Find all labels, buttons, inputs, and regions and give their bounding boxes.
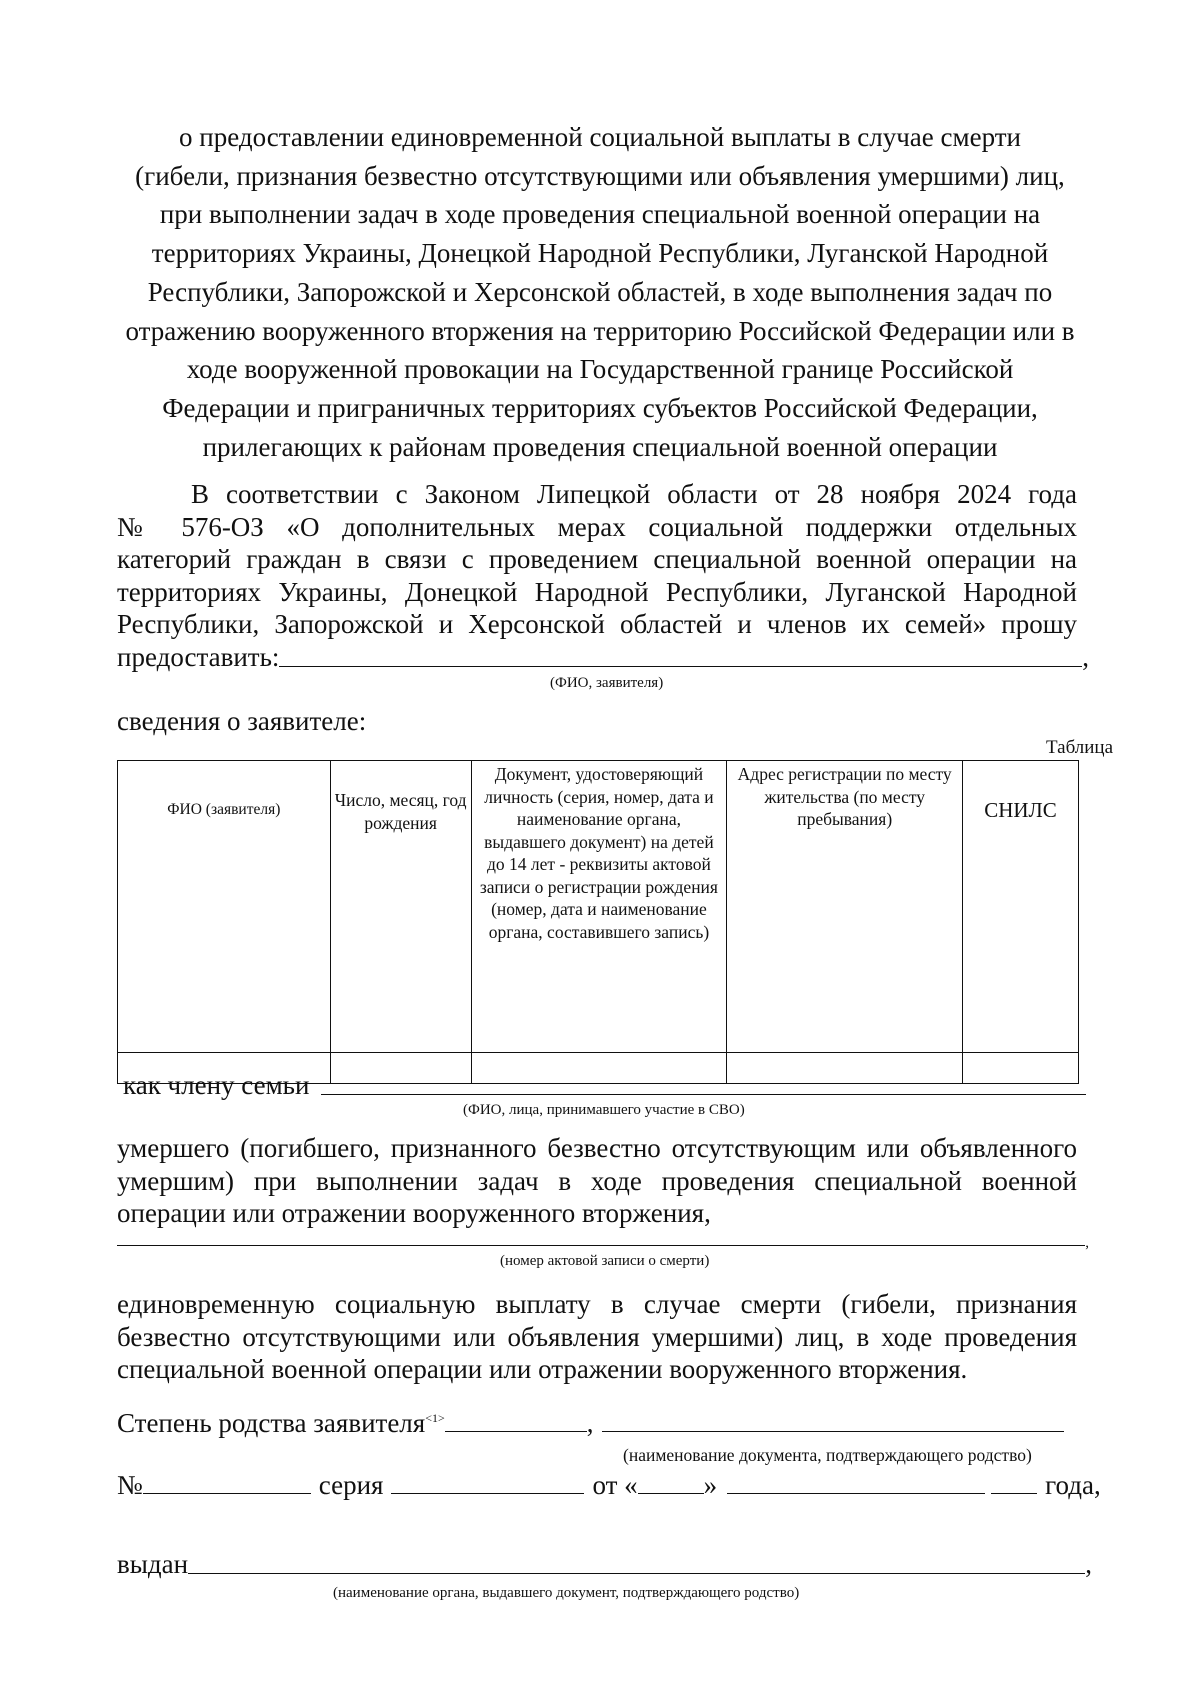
intro-line: территориях Украины, Донецкой Народной Республики, Луганской Народной <box>117 576 1077 607</box>
family-caption: (ФИО, лица, принимавшего участие в СВО) <box>463 1102 745 1118</box>
kinship-footnote: <1> <box>425 1411 445 1425</box>
intro-line: В соответствии с Законом Липецкой области от 28 ноября 2024 года <box>191 479 1077 509</box>
intro-paragraph <box>117 478 1089 673</box>
year-input-line[interactable] <box>991 1492 1037 1494</box>
provide-field-row: предоставить: , <box>117 641 1089 672</box>
family-field-row <box>123 1069 1086 1101</box>
title-line: ходе вооруженной провокации на Государственной границе Российской <box>186 354 1014 385</box>
year-label: года, <box>1045 1470 1101 1500</box>
kinship-label: Степень родства заявителя <box>117 1408 426 1438</box>
title-line: Федерации и приграничных территориях субъектов Российской Федерации, <box>162 392 1038 423</box>
intro-line: категорий граждан в связи с проведением специальной военной операции на <box>117 544 1077 574</box>
applicant-table <box>117 760 1079 1084</box>
payment-line: безвестно отсутствующими или объявления умершими) лиц, в ходе проведения <box>117 1321 1077 1352</box>
series-label: серия <box>318 1470 384 1500</box>
header-address: Адрес регистрации по месту жительства (по месту пребывания) <box>727 761 963 1053</box>
kinship-document-input-line[interactable] <box>602 1430 1064 1432</box>
title-line: отражению вооруженного вторжения на территорию Российской Федерации или в <box>125 315 1075 346</box>
payment-paragraph <box>117 1288 1077 1386</box>
document-title <box>110 118 1090 466</box>
number-label: № <box>117 1470 143 1500</box>
deceased-line: умершим) при выполнении задач в ходе проведения специальной военной <box>117 1165 1077 1196</box>
title-line: Республики, Запорожской и Херсонской областей, в ходе выполнения задач по <box>147 276 1053 307</box>
provide-input-line[interactable] <box>279 666 1082 667</box>
title-line: территориях Украины, Донецкой Народной Республики, Луганской Народной <box>151 238 1049 269</box>
deceased-paragraph <box>117 1132 1077 1230</box>
kinship-input-line[interactable] <box>445 1430 587 1432</box>
deceased-line: умершего (погибшего, признанного безвестно отсутствующим или объявленного <box>117 1133 1077 1163</box>
family-label: как члену семьи <box>123 1070 310 1100</box>
series-input-line[interactable] <box>391 1492 584 1494</box>
issued-caption: (наименование органа, выдавшего документ, подтверждающего родство) <box>333 1585 800 1601</box>
payment-line: единовременную социальную выплату в случае смерти (гибели, признания <box>117 1289 1077 1319</box>
death-record-row: , <box>117 1224 1089 1252</box>
intro-line: Республики, Запорожской и Херсонской областей и членов их семей» прошу <box>117 609 1077 639</box>
applicant-label: сведения о заявителе: <box>117 706 367 736</box>
family-input-line[interactable] <box>321 1094 1086 1095</box>
provide-label: предоставить: <box>117 641 280 672</box>
header-fio: ФИО (заявителя) <box>118 761 331 1053</box>
table-header-row <box>118 761 1079 1053</box>
header-birthdate: Число, месяц, год рождения <box>330 761 471 1053</box>
quote-close: » <box>703 1470 718 1500</box>
payment-last-line: специальной военной операции или отражении вооруженного вторжения. <box>117 1354 968 1384</box>
issued-input-line[interactable] <box>188 1573 1085 1574</box>
kinship-document-caption: (наименование документа, подтверждающего родство) <box>623 1445 1032 1465</box>
intro-line: № 576-ОЗ «О дополнительных мерах социальной поддержки отдельных <box>117 511 1077 542</box>
issued-row: выдан , <box>117 1549 1092 1579</box>
provide-caption: (ФИО, заявителя) <box>550 675 664 691</box>
deceased-last-line: операции или отражении вооруженного вторжения, <box>117 1198 711 1228</box>
month-input-line[interactable] <box>727 1492 985 1494</box>
issued-label: выдан <box>117 1549 189 1579</box>
title-line: (гибели, признания безвестно отсутствующими или объявления умершими) лиц, <box>135 160 1065 191</box>
death-record-caption: (номер актовой записи о смерти) <box>500 1253 710 1269</box>
title-line: прилегающих к районам проведения специальной военной операции <box>202 431 998 462</box>
header-identity-document: Документ, удостоверяющий личность (серия, номер, дата и наименование органа, выдавшего документ) на детей до 14 лет - реквизиты актовой записи о регистрации рождения (номер, дата и наименование органа, составившего запись) <box>471 761 727 1053</box>
table-label: Таблица <box>1046 737 1114 758</box>
number-input-line[interactable] <box>143 1492 311 1494</box>
title-line: при выполнении задач в ходе проведения специальной военной операции на <box>159 199 1041 230</box>
day-input-line[interactable] <box>638 1492 704 1494</box>
from-label: от « <box>592 1470 638 1500</box>
death-record-input-line[interactable] <box>117 1245 1085 1246</box>
document-details-row <box>117 1470 1101 1502</box>
title-line: о предоставлении единовременной социальной выплаты в случае смерти <box>179 122 1021 152</box>
header-snils: СНИЛС <box>963 761 1079 1053</box>
kinship-row: Степень родства заявителя$^{<1>}$ , <box>117 1408 1092 1440</box>
